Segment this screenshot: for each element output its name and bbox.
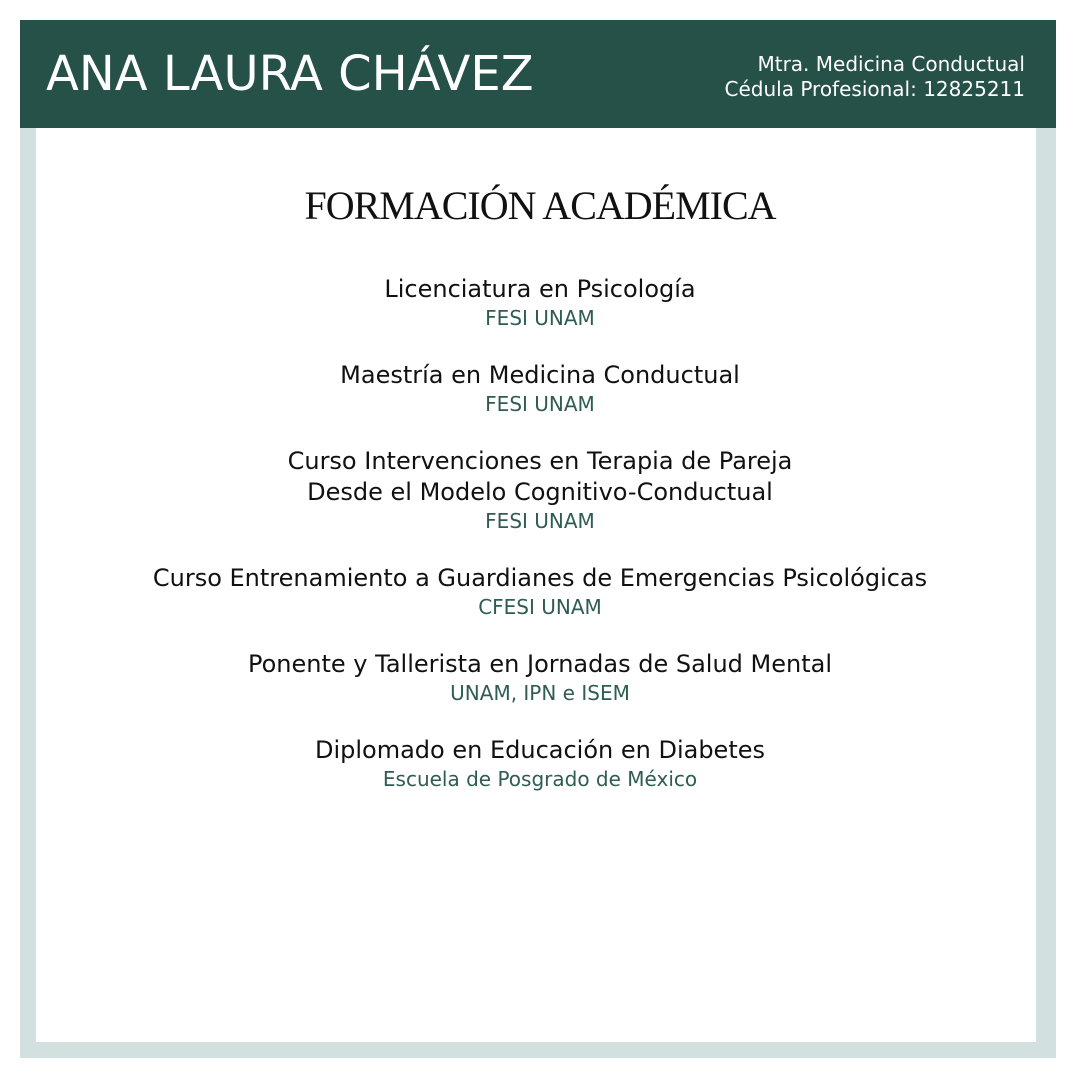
header-banner: [20, 20, 1056, 128]
entry-title: Licenciatura en Psicología: [384, 275, 696, 303]
entry-title: Maestría en Medicina Conductual: [340, 361, 740, 389]
education-entry: [0, 563, 1080, 621]
license-label: Cédula Profesional: 12825211: [724, 77, 1025, 101]
education-entry: [0, 649, 1080, 707]
entry-institution: FESI UNAM: [485, 306, 595, 330]
entry-title: Curso Intervenciones en Terapia de Pareja Desde el Modelo Cognitivo-Conductual: [287, 447, 793, 506]
degree-label: Mtra. Medicina Conductual: [757, 52, 1025, 76]
entry-institution: CFESI UNAM: [478, 595, 602, 619]
person-name: ANA LAURA CHÁVEZ: [46, 46, 534, 102]
entry-title: Diplomado en Educación en Diabetes: [314, 736, 765, 764]
education-list: [0, 274, 1080, 821]
education-entry: [0, 274, 1080, 332]
entry-title: Curso Entrenamiento a Guardianes de Emergencias Psicológicas: [152, 564, 928, 592]
credentials: [725, 52, 1025, 102]
entry-institution: FESI UNAM: [485, 509, 595, 533]
entry-institution: UNAM, IPN e ISEM: [450, 681, 630, 705]
education-entry: [0, 446, 1080, 535]
entry-institution: FESI UNAM: [485, 392, 595, 416]
section-title: FORMACIÓN ACADÉMICA: [304, 183, 776, 228]
entry-institution: Escuela de Posgrado de México: [382, 767, 698, 791]
entry-title: Ponente y Tallerista en Jornadas de Salud Mental: [248, 650, 832, 678]
education-entry: [0, 360, 1080, 418]
education-entry: [0, 735, 1080, 793]
